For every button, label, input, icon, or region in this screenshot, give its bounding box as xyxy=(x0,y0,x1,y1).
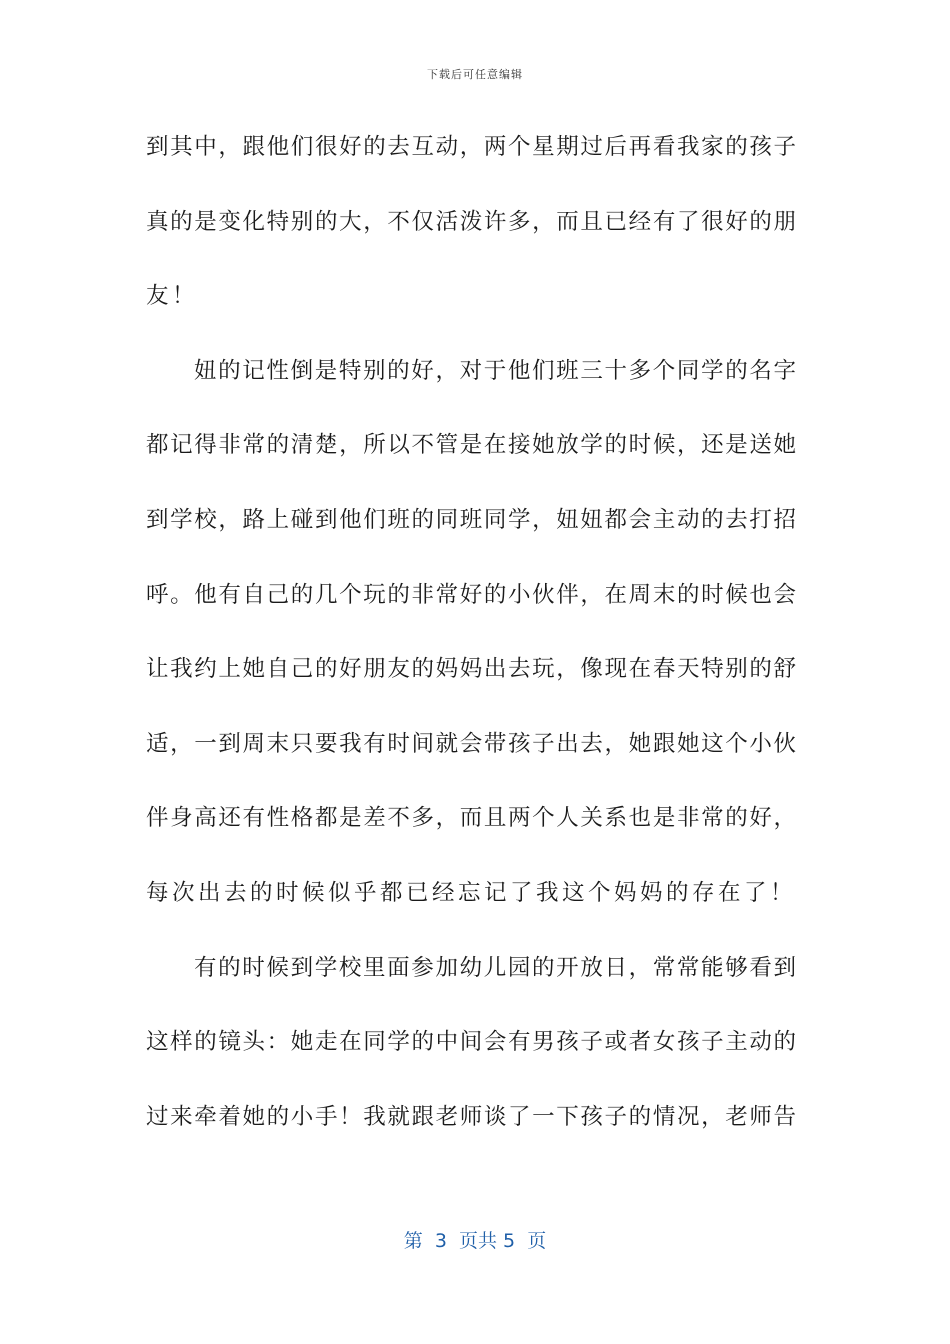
text-line: 每次出去的时候似乎都已经忘记了我这个妈妈的存在了！ xyxy=(146,879,797,906)
text-line: 过来牵着她的小手！我就跟老师谈了一下孩子的情况，老师告 xyxy=(146,1103,796,1130)
document-body xyxy=(146,128,796,1172)
page-number-footer: 第 3 页共 5 页 xyxy=(403,1230,547,1252)
text-line: 呼。他有自己的几个玩的非常好的小伙伴，在周末的时候也会 xyxy=(146,581,796,608)
text-line: 都记得非常的清楚，所以不管是在接她放学的时候，还是送她 xyxy=(146,432,796,459)
text-line: 有的时候到学校里面参加幼儿园的开放日，常常能够看到 xyxy=(194,954,796,981)
text-line: 到其中，跟他们很好的去互动，两个星期过后再看我家的孩子 xyxy=(146,134,796,160)
text-line: 妞的记性倒是特别的好，对于他们班三十多个同学的名字 xyxy=(194,357,796,384)
text-line: 让我约上她自己的好朋友的妈妈出去玩，像现在春天特别的舒 xyxy=(146,656,796,683)
text-line: 适，一到周末只要我有时间就会带孩子出去，她跟她这个小伙 xyxy=(146,730,796,757)
text-line: 到学校，路上碰到他们班的同班同学，妞妞都会主动的去打招 xyxy=(146,506,796,533)
text-line: 这样的镜头：她走在同学的中间会有男孩子或者女孩子主动的 xyxy=(146,1029,796,1056)
text-line: 伴身高还有性格都是差不多，而且两个人关系也是非常的好， xyxy=(146,805,796,832)
text-line: 友！ xyxy=(146,283,199,310)
text-line: 真的是变化特别的大，不仅活泼许多，而且已经有了很好的朋 xyxy=(146,208,796,235)
header-note: 下载后可任意编辑 xyxy=(427,68,523,81)
